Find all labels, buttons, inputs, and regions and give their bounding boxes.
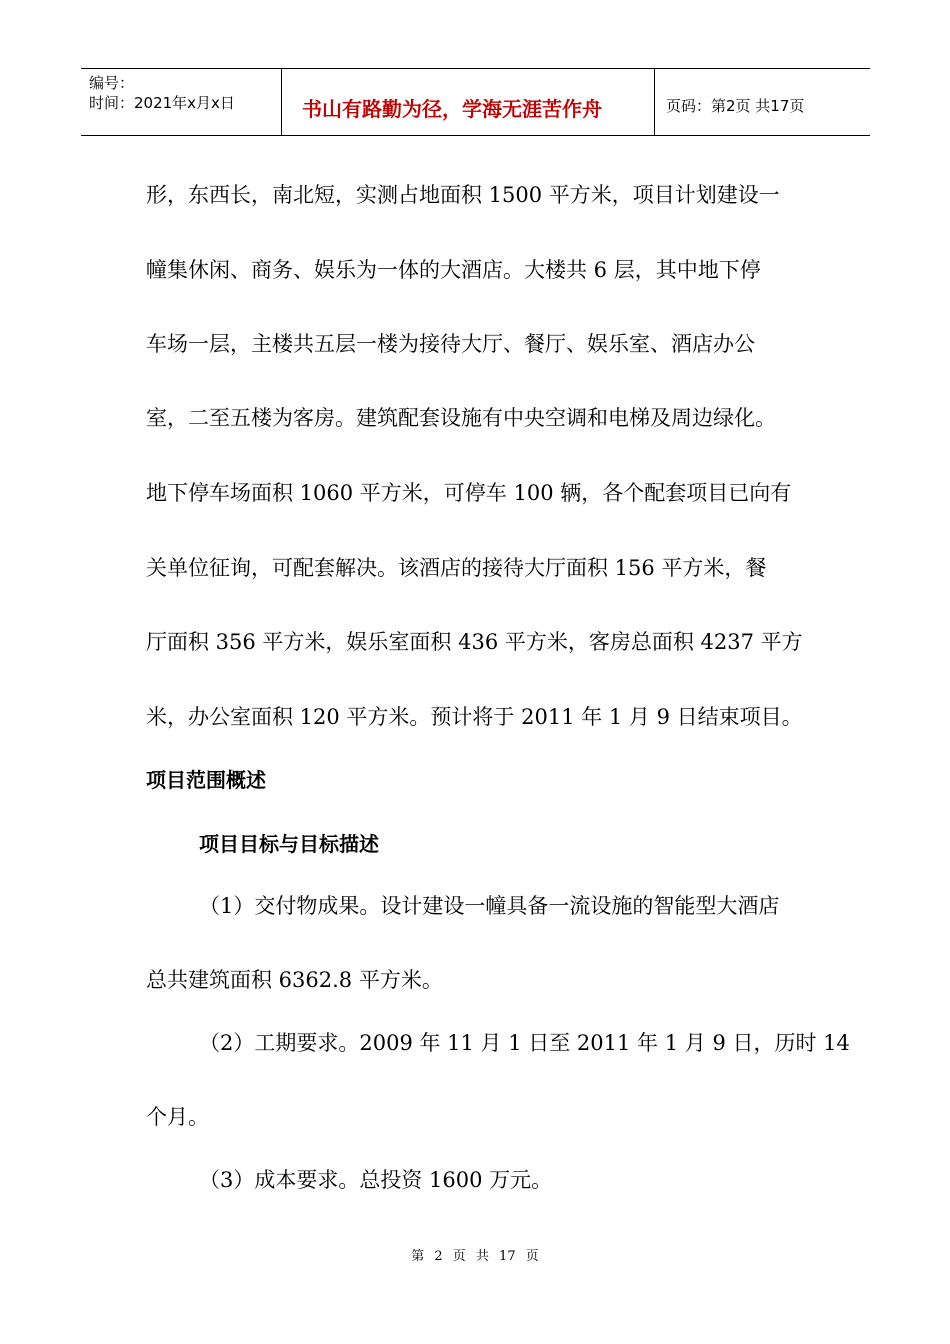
- header-page-cell: [655, 69, 870, 135]
- list-item-line: 个月。: [146, 1105, 209, 1129]
- document-time-label: 时间：2021年x月x日: [89, 94, 235, 112]
- page-footer: 第 2 页 共 17 页: [411, 1249, 539, 1264]
- list-item-line: （3）成本要求。总投资 1600 万元。: [199, 1168, 553, 1192]
- header-motto-cell: [282, 69, 655, 135]
- list-item-line: （1）交付物成果。设计建设一幢具备一流设施的智能型大酒店: [199, 894, 780, 918]
- body-line: 形，东西长，南北短，实测占地面积 1500 平方米，项目计划建设一: [146, 183, 780, 207]
- body-line: 幢集休闲、商务、娱乐为一体的大酒店。大楼共 6 层，其中地下停: [146, 258, 761, 282]
- header-meta-cell: [81, 69, 282, 135]
- document-number-label: 编号：: [89, 74, 135, 92]
- header-page-info: 页码：第2页 共17页: [666, 97, 805, 115]
- body-line: 关单位征询，可配套解决。该酒店的接待大厅面积 156 平方米，餐: [146, 556, 767, 580]
- list-item-line: （2）工期要求。2009 年 11 月 1 日至 2011 年 1 月 9 日，历时 14: [199, 1031, 850, 1055]
- list-item-line: 总共建筑面积 6362.8 平方米。: [146, 968, 443, 992]
- body-line: 室，二至五楼为客房。建筑配套设施有中央空调和电梯及周边绿化。: [146, 406, 776, 430]
- body-line: 米，办公室面积 120 平方米。预计将于 2011 年 1 月 9 日结束项目。: [146, 705, 803, 729]
- header-motto: 书山有路勤为径，学海无涯苦作舟: [302, 97, 602, 121]
- body-line: 地下停车场面积 1060 平方米，可停车 100 辆，各个配套项目已向有: [146, 481, 792, 505]
- section-heading: 项目范围概述: [146, 768, 266, 792]
- body-line: 厅面积 356 平方米，娱乐室面积 436 平方米，客房总面积 4237 平方: [146, 630, 803, 654]
- subsection-heading: 项目目标与目标描述: [199, 832, 379, 856]
- page-header: [81, 68, 870, 136]
- body-line: 车场一层，主楼共五层一楼为接待大厅、餐厅、娱乐室、酒店办公: [146, 332, 755, 356]
